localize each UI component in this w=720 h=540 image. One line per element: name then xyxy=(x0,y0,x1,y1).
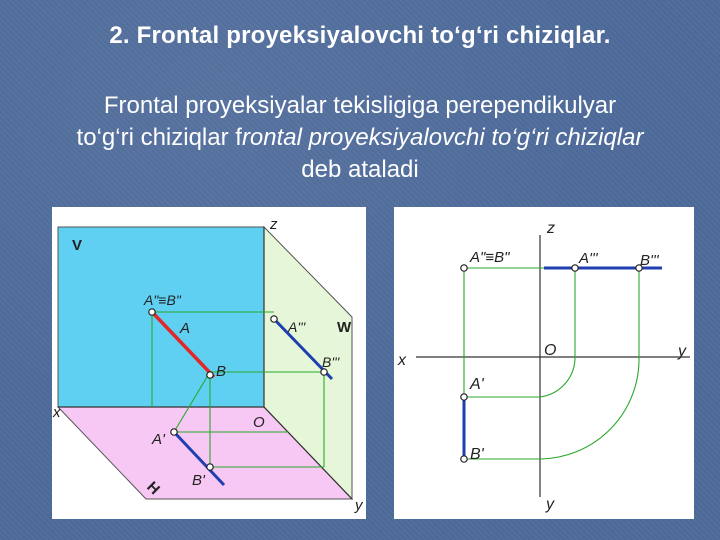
definition-text xyxy=(10,90,710,186)
label-plane-w: W xyxy=(337,319,352,336)
definition-line-3: deb ataladi xyxy=(301,156,419,183)
label-a2b2: A"≡B" xyxy=(144,292,181,308)
label-a3: A''' xyxy=(288,319,306,335)
slide-title: 2. Frontal proyeksiyalovchi to‘g‘ri chiziqlar. xyxy=(109,22,611,49)
label-b1: B' xyxy=(192,472,205,489)
definition-line-2 xyxy=(10,122,710,154)
definition-line-2-italic: rontal proyeksiyalovchi to‘g‘ri chiziqlar xyxy=(241,124,644,151)
label-plane-h: H xyxy=(143,478,163,499)
epure-label-z: z xyxy=(547,220,555,237)
epure-label-y-right: y xyxy=(678,343,686,360)
label-origin: O xyxy=(253,414,265,431)
epure-arc-a-curve xyxy=(540,357,575,397)
label-b: B xyxy=(216,363,227,380)
plane-v xyxy=(58,227,264,407)
point-b1 xyxy=(207,464,213,470)
point-a2b2 xyxy=(149,309,155,315)
epure-label-a2b2: A"≡B" xyxy=(470,249,510,266)
definition-line-1: Frontal proyeksiyalar tekisligiga perependikulyar xyxy=(103,92,617,119)
epure-label-b1: B' xyxy=(470,446,484,463)
epure-point-a3 xyxy=(572,265,578,271)
epure-label-a1: A' xyxy=(470,376,484,393)
epure-label-a3: A''' xyxy=(579,250,598,267)
epure-arc-b-curve xyxy=(540,357,639,459)
pictorial-projection-svg xyxy=(52,207,366,519)
point-b xyxy=(207,372,213,378)
label-b3: B''' xyxy=(322,354,340,370)
orthographic-epure-figure xyxy=(394,207,694,519)
point-a1 xyxy=(171,429,177,435)
orthographic-epure-svg xyxy=(394,207,694,519)
label-axis-y: y xyxy=(355,497,363,514)
label-axis-z: z xyxy=(270,216,278,233)
epure-label-x: x xyxy=(398,352,406,369)
epure-label-origin: O xyxy=(544,342,557,359)
epure-label-b3: B''' xyxy=(640,252,659,269)
label-axis-x: x xyxy=(53,404,61,421)
label-plane-v: V xyxy=(72,237,83,254)
epure-point-a1 xyxy=(461,394,467,400)
label-a: A xyxy=(180,320,191,337)
epure-label-y-bottom: y xyxy=(546,496,554,513)
definition-line-2-normal: to‘g‘ri chiziqlar f xyxy=(76,124,242,151)
epure-point-b1 xyxy=(461,456,467,462)
point-a3 xyxy=(271,316,277,322)
pictorial-projection-figure xyxy=(52,207,366,519)
label-a1: A' xyxy=(152,431,165,448)
epure-point-a2b2 xyxy=(461,265,467,271)
